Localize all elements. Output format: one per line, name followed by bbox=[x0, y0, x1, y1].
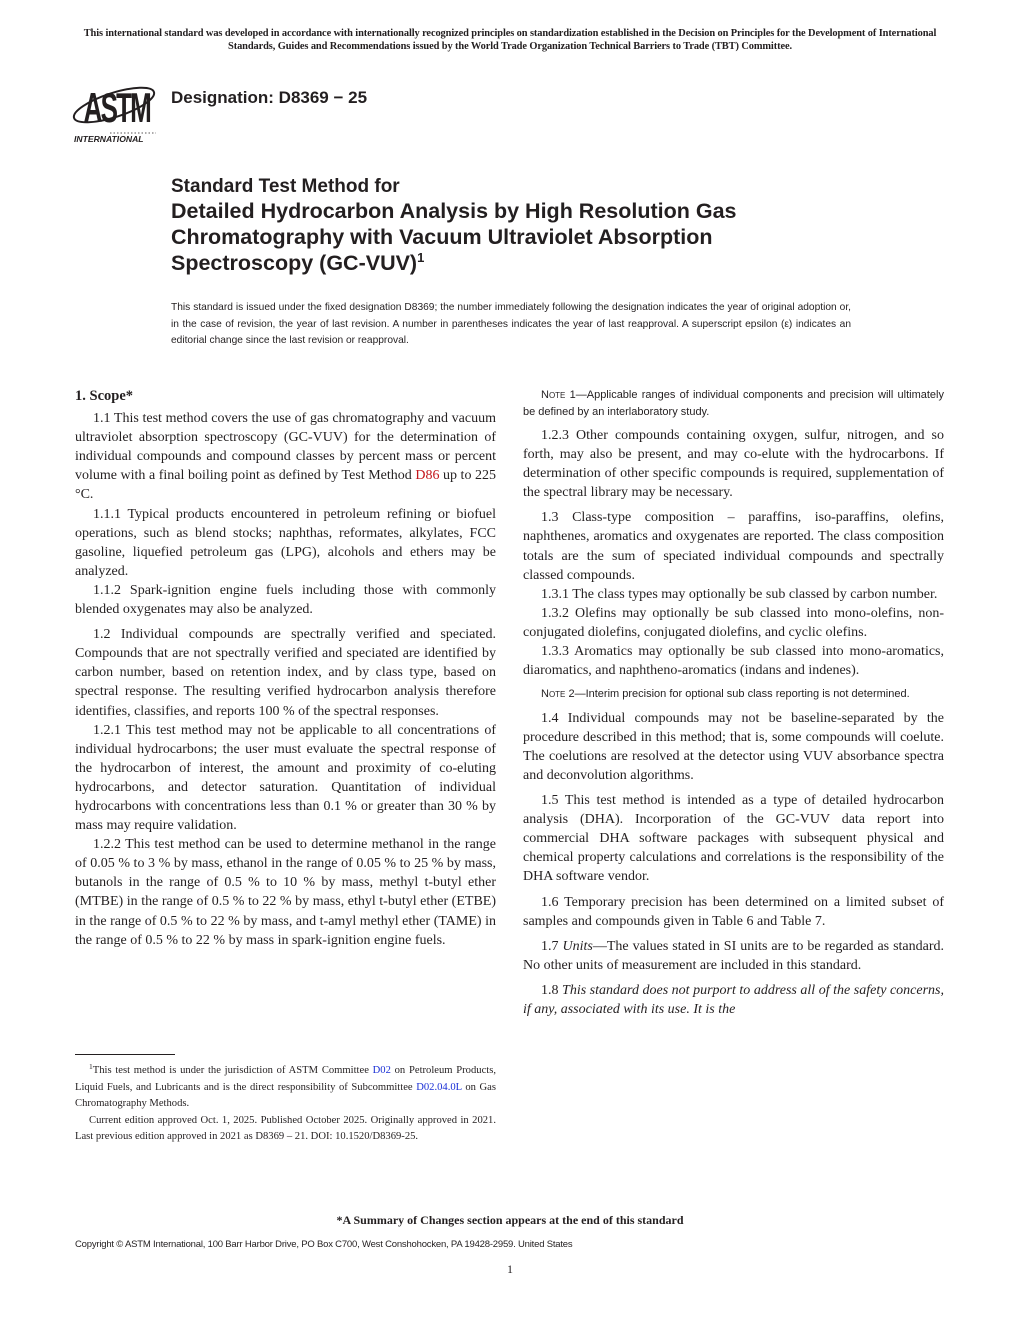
paragraph-1-8 bbox=[523, 981, 944, 1019]
footnote-text: on Petroleum Products, Liquid Fuels, and Lubricants and is the direct responsibility of Subcommittee bbox=[75, 1065, 496, 1093]
note-text: —Applicable ranges of individual components and precision will ultimately be defined by an interlaboratory study. bbox=[523, 389, 944, 418]
footnote-marker: 1 bbox=[89, 1062, 93, 1071]
section-heading-scope: 1. Scope* bbox=[75, 388, 133, 404]
copyright: Copyright © ASTM International, 100 Barr Harbor Drive, PO Box C700, West Conshohocken, PA 19428-2959. United States bbox=[75, 1239, 573, 1250]
paragraph-number: 1.8 bbox=[541, 982, 563, 998]
paragraph-1-6: 1.6 Temporary precision has been determined on a limited subset of samples and compounds given in Table 6 and Table 7. bbox=[523, 894, 944, 929]
paragraph-1-1-2: 1.1.2 Spark-ignition engine fuels including those with commonly blended oxygenates may also be analyzed. bbox=[75, 582, 496, 618]
astm-logo-icon bbox=[70, 78, 162, 144]
paragraph-1-1-1: 1.1.1 Typical products encountered in petroleum refining or biofuel operations, such as blend stocks; naphthas, reformates, alkylates, FCC gasoline, liquefied petroleum gas (LPG), alcohols and ethers may be analyzed. bbox=[75, 506, 496, 579]
wto-notice: This international standard was developed in accordance with internationally recognized principles on standardization established in the Decision on Principles for the Development of International Standards, Guides and Recommendations issued by the World Trade Organization Technical Barriers to Trade (TBT) Committee. bbox=[83, 28, 937, 52]
paragraph-1-7 bbox=[523, 937, 944, 975]
paragraph-1-3-3: 1.3.3 Aromatics may optionally be sub classed into mono-aromatics, diaromatics, and naphtheno-aromatics (indans and indenes). bbox=[523, 644, 944, 679]
units-label: Units bbox=[562, 938, 593, 954]
document-title bbox=[171, 176, 851, 276]
footnote-text: on Gas Chromatography Methods. bbox=[75, 1081, 496, 1109]
astm-logo bbox=[70, 78, 162, 144]
footnote-text: This test method is under the jurisdiction of ASTM Committee bbox=[92, 1065, 373, 1076]
note-label: Note 1 bbox=[541, 389, 576, 401]
paragraph-text-italic: This standard does not purport to address all of the safety concerns, if any, associated with its use. It is the bbox=[523, 982, 944, 1018]
title-pre: Standard Test Method for bbox=[171, 176, 400, 197]
paragraph-1-2-1: 1.2.1 This test method may not be applicable to all concentrations of individual hydrocarbons; the user must evaluate the spectral response of the hydrocarbon of interest, the amount and proximity of co-eluting hydrocarbons, and detector saturation. Quantitation of individual hydrocarbons with concentrations less than 0.1 % or greater than 30 % by mass may require validation. bbox=[75, 722, 496, 834]
paragraph-1-1 bbox=[75, 409, 496, 504]
note-label: Note 2 bbox=[541, 688, 575, 701]
paragraph-text: 1.1 This test method covers the use of gas chromatography and vacuum ultraviolet absorption spectroscopy (GC-VUV) for the determination of individual compounds and compound classes by percent mass or percent volume with a final boiling point as defined by Test Method bbox=[75, 411, 496, 484]
title-main bbox=[171, 198, 851, 276]
svg-text:INTERNATIONAL: INTERNATIONAL bbox=[74, 134, 144, 144]
note-2 bbox=[523, 686, 944, 703]
link-d86[interactable]: D86 bbox=[415, 468, 440, 484]
title-main-text: Detailed Hydrocarbon Analysis by High Resolution Gas Chromatography with Vacuum Ultraviolet Absorption Spectroscopy (GC-VUV) bbox=[171, 199, 737, 275]
paragraph-number: 1.7 bbox=[541, 938, 563, 954]
note-1 bbox=[523, 387, 944, 420]
designation: Designation: D8369 − 25 bbox=[171, 88, 368, 107]
link-subcommittee-d02-04-0l[interactable]: D02.04.0L bbox=[416, 1081, 462, 1093]
paragraph-1-3-2: 1.3.2 Olefins may optionally be sub classed into mono-olefins, non-conjugated diolefins, conjugated diolefins, and cyclic olefins. bbox=[523, 605, 944, 640]
footnote-divider bbox=[75, 1054, 175, 1055]
paragraph-1-2: 1.2 Individual compounds are spectrally verified and speciated. Compounds that are not spectrally verified and speciated are identified by carbon number, based on retention index, and by class type, based on spectral response. The resulting verified hydrocarbon analysis therefore identifies, classifies, and reports 100 % of the spectral responses. bbox=[75, 627, 496, 719]
note-text: —Interim precision for optional sub class reporting is not determined. bbox=[574, 688, 910, 701]
footnotes bbox=[75, 1063, 496, 1146]
paragraph-text: —The values stated in SI units are to be regarded as standard. No other units of measurement are included in this standard. bbox=[523, 938, 944, 973]
paragraph-text: up to 225 °C. bbox=[75, 468, 496, 503]
summary-of-changes-note: *A Summary of Changes section appears at the end of this standard bbox=[336, 1213, 684, 1227]
footnote-1 bbox=[75, 1063, 496, 1113]
paragraph-1-4: 1.4 Individual compounds may not be baseline-separated by the procedure described in this method; that is, some compounds will coelute. The coelutions are resolved at the detector using VUV absorbance spectra and deconvolution algorithms. bbox=[523, 710, 944, 783]
paragraph-1-3-1: 1.3.1 The class types may optionally be sub classed by carbon number. bbox=[541, 586, 938, 602]
right-column bbox=[523, 387, 944, 1019]
paragraph-1-3: 1.3 Class-type composition – paraffins, iso-paraffins, olefins, naphthenes, aromatics and oxygenates are reported. The class composition totals are the sum of speciated individual compounds and spectrally classed compounds. bbox=[523, 510, 944, 583]
paragraph-1-5: 1.5 This test method is intended as a type of detailed hydrocarbon analysis (DHA). Incorporation of the GC-VUV data report into commercial DHA software packages with subsequent physical and chemical property calculations and correlations is the responsibility of the DHA software vendor. bbox=[523, 793, 944, 885]
edition-info: Current edition approved Oct. 1, 2025. Published October 2025. Originally approved in 2021. Last previous edition approved in 2021 as D8369 – 21. DOI: 10.1520/D8369-25. bbox=[75, 1114, 496, 1142]
left-column bbox=[75, 387, 496, 950]
title-footnote-marker[interactable]: 1 bbox=[417, 250, 425, 265]
svg-text:ASTM: ASTM bbox=[83, 84, 152, 132]
link-committee-d02[interactable]: D02 bbox=[372, 1065, 391, 1076]
paragraph-1-2-2: 1.2.2 This test method can be used to determine methanol in the range of 0.05 % to 3 % by mass, ethanol in the range of 0.05 % to 25 % by mass, butanols in the range of 0.5 % to 10 % by mass, methyl t-butyl ether (MTBE) in the range of 0.5 % to 22 % by mass, ethyl t-butyl ether (ETBE) in the range of 0.5 % to 22 % by mass, and t-amyl methyl ether (TAME) in the range of 0.5 % to 22 % by mass in spark-ignition engine fuels. bbox=[75, 837, 496, 948]
page-number: 1 bbox=[507, 1262, 513, 1276]
issue-note: This standard is issued under the fixed designation D8369; the number immediately following the designation indicates the year of original adoption or, in the case of revision, the year of last revision. A number in parentheses indicates the year of last reapproval. A superscript epsilon (ε) indicates an editorial change since the last revision or reapproval. bbox=[171, 302, 851, 346]
paragraph-1-2-3: 1.2.3 Other compounds containing oxygen, sulfur, nitrogen, and so forth, may also be present, and may co-elute with the hydrocarbons. If determination of other specific compounds is required, supplementation of the spectral library may be necessary. bbox=[523, 428, 944, 501]
